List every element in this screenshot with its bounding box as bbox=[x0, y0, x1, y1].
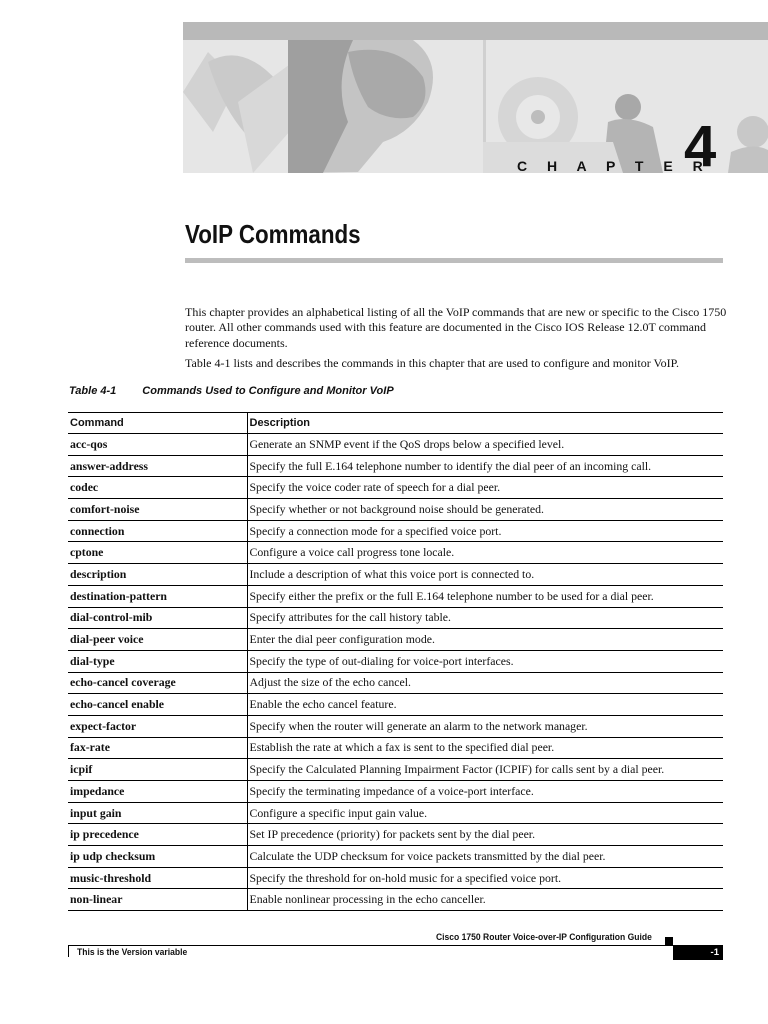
table-row bbox=[68, 607, 723, 629]
command-cell: ip precedence bbox=[68, 824, 247, 846]
command-cell: connection bbox=[68, 520, 247, 542]
footer-guide-title: Cisco 1750 Router Voice-over-IP Configuration Guide bbox=[436, 932, 652, 943]
column-header-command: Command bbox=[68, 413, 247, 434]
command-cell: comfort-noise bbox=[68, 499, 247, 521]
command-cell: acc-qos bbox=[68, 434, 247, 456]
commands-table bbox=[68, 412, 723, 911]
table-row bbox=[68, 737, 723, 759]
table-row bbox=[68, 564, 723, 586]
table-row bbox=[68, 889, 723, 911]
table-row bbox=[68, 694, 723, 716]
command-cell: ip udp checksum bbox=[68, 846, 247, 868]
table-row bbox=[68, 520, 723, 542]
description-cell: Enter the dial peer configuration mode. bbox=[247, 629, 723, 651]
command-cell: description bbox=[68, 564, 247, 586]
footer-rule bbox=[68, 945, 723, 946]
description-cell: Enable nonlinear processing in the echo canceller. bbox=[247, 889, 723, 911]
table-caption-label: Table 4-1 bbox=[69, 385, 117, 397]
column-header-description: Description bbox=[247, 413, 723, 434]
page-title: VoIP Commands bbox=[185, 219, 361, 249]
table-row bbox=[68, 715, 723, 737]
table-body bbox=[68, 434, 723, 911]
description-cell: Specify the terminating impedance of a voice-port interface. bbox=[247, 781, 723, 803]
command-cell: codec bbox=[68, 477, 247, 499]
table-row bbox=[68, 650, 723, 672]
title-rule bbox=[185, 258, 723, 263]
description-cell: Calculate the UDP checksum for voice packets transmitted by the dial peer. bbox=[247, 846, 723, 868]
description-cell: Specify when the router will generate an alarm to the network manager. bbox=[247, 715, 723, 737]
description-cell: Specify whether or not background noise should be generated. bbox=[247, 499, 723, 521]
command-cell: non-linear bbox=[68, 889, 247, 911]
table-row bbox=[68, 585, 723, 607]
table-row bbox=[68, 629, 723, 651]
table-header-row bbox=[68, 413, 723, 434]
footer-version: This is the Version variable bbox=[77, 947, 188, 958]
command-cell: dial-peer voice bbox=[68, 629, 247, 651]
description-cell: Enable the echo cancel feature. bbox=[247, 694, 723, 716]
description-cell: Include a description of what this voice port is connected to. bbox=[247, 564, 723, 586]
command-cell: destination-pattern bbox=[68, 585, 247, 607]
command-cell: dial-type bbox=[68, 650, 247, 672]
table-caption bbox=[69, 385, 394, 397]
table-caption-title: Commands Used to Configure and Monitor VoIP bbox=[142, 385, 394, 397]
description-cell: Specify a connection mode for a specified voice port. bbox=[247, 520, 723, 542]
banner-illustration bbox=[183, 22, 768, 173]
command-cell: echo-cancel coverage bbox=[68, 672, 247, 694]
command-cell: expect-factor bbox=[68, 715, 247, 737]
description-cell: Generate an SNMP event if the QoS drops below a specified level. bbox=[247, 434, 723, 456]
table-row bbox=[68, 846, 723, 868]
page-number: -1 bbox=[673, 946, 723, 960]
table-row bbox=[68, 455, 723, 477]
command-cell: answer-address bbox=[68, 455, 247, 477]
command-cell: dial-control-mib bbox=[68, 607, 247, 629]
description-cell: Specify the Calculated Planning Impairment Factor (ICPIF) for calls sent by a dial peer. bbox=[247, 759, 723, 781]
table-row bbox=[68, 802, 723, 824]
description-cell: Specify either the prefix or the full E.164 telephone number to be used for a dial peer. bbox=[247, 585, 723, 607]
table-row bbox=[68, 542, 723, 564]
intro-paragraph-2: Table 4-1 lists and describes the commands in this chapter that are used to configure and monitor VoIP. bbox=[185, 356, 679, 370]
table-row bbox=[68, 434, 723, 456]
description-cell: Specify the full E.164 telephone number to identify the dial peer of an incoming call. bbox=[247, 455, 723, 477]
command-cell: fax-rate bbox=[68, 737, 247, 759]
description-cell: Set IP precedence (priority) for packets sent by the dial peer. bbox=[247, 824, 723, 846]
command-cell: music-threshold bbox=[68, 867, 247, 889]
command-cell: impedance bbox=[68, 781, 247, 803]
table-row bbox=[68, 499, 723, 521]
intro-paragraph: This chapter provides an alphabetical listing of all the VoIP commands that are new or specific to the Cisco 1750 router. All other commands used with this feature are documented in the Cisco IOS Release 12.0T command reference documents. bbox=[185, 305, 727, 350]
description-cell: Adjust the size of the echo cancel. bbox=[247, 672, 723, 694]
command-cell: input gain bbox=[68, 802, 247, 824]
description-cell: Specify attributes for the call history table. bbox=[247, 607, 723, 629]
table-row bbox=[68, 672, 723, 694]
chapter-label: C H A P T E R bbox=[517, 158, 711, 174]
footer-marker bbox=[665, 937, 673, 945]
command-cell: cptone bbox=[68, 542, 247, 564]
description-cell: Configure a specific input gain value. bbox=[247, 802, 723, 824]
description-cell: Specify the voice coder rate of speech for a dial peer. bbox=[247, 477, 723, 499]
table-row bbox=[68, 759, 723, 781]
chapter-number: 4 bbox=[684, 114, 717, 179]
description-cell: Specify the threshold for on-hold music for a specified voice port. bbox=[247, 867, 723, 889]
description-cell: Configure a voice call progress tone locale. bbox=[247, 542, 723, 564]
chapter-banner bbox=[183, 22, 768, 173]
table-row bbox=[68, 477, 723, 499]
table-row bbox=[68, 824, 723, 846]
footer-tick bbox=[68, 945, 69, 957]
command-cell: icpif bbox=[68, 759, 247, 781]
description-cell: Specify the type of out-dialing for voice-port interfaces. bbox=[247, 650, 723, 672]
description-cell: Establish the rate at which a fax is sent to the specified dial peer. bbox=[247, 737, 723, 759]
table-row bbox=[68, 867, 723, 889]
command-cell: echo-cancel enable bbox=[68, 694, 247, 716]
table-row bbox=[68, 781, 723, 803]
